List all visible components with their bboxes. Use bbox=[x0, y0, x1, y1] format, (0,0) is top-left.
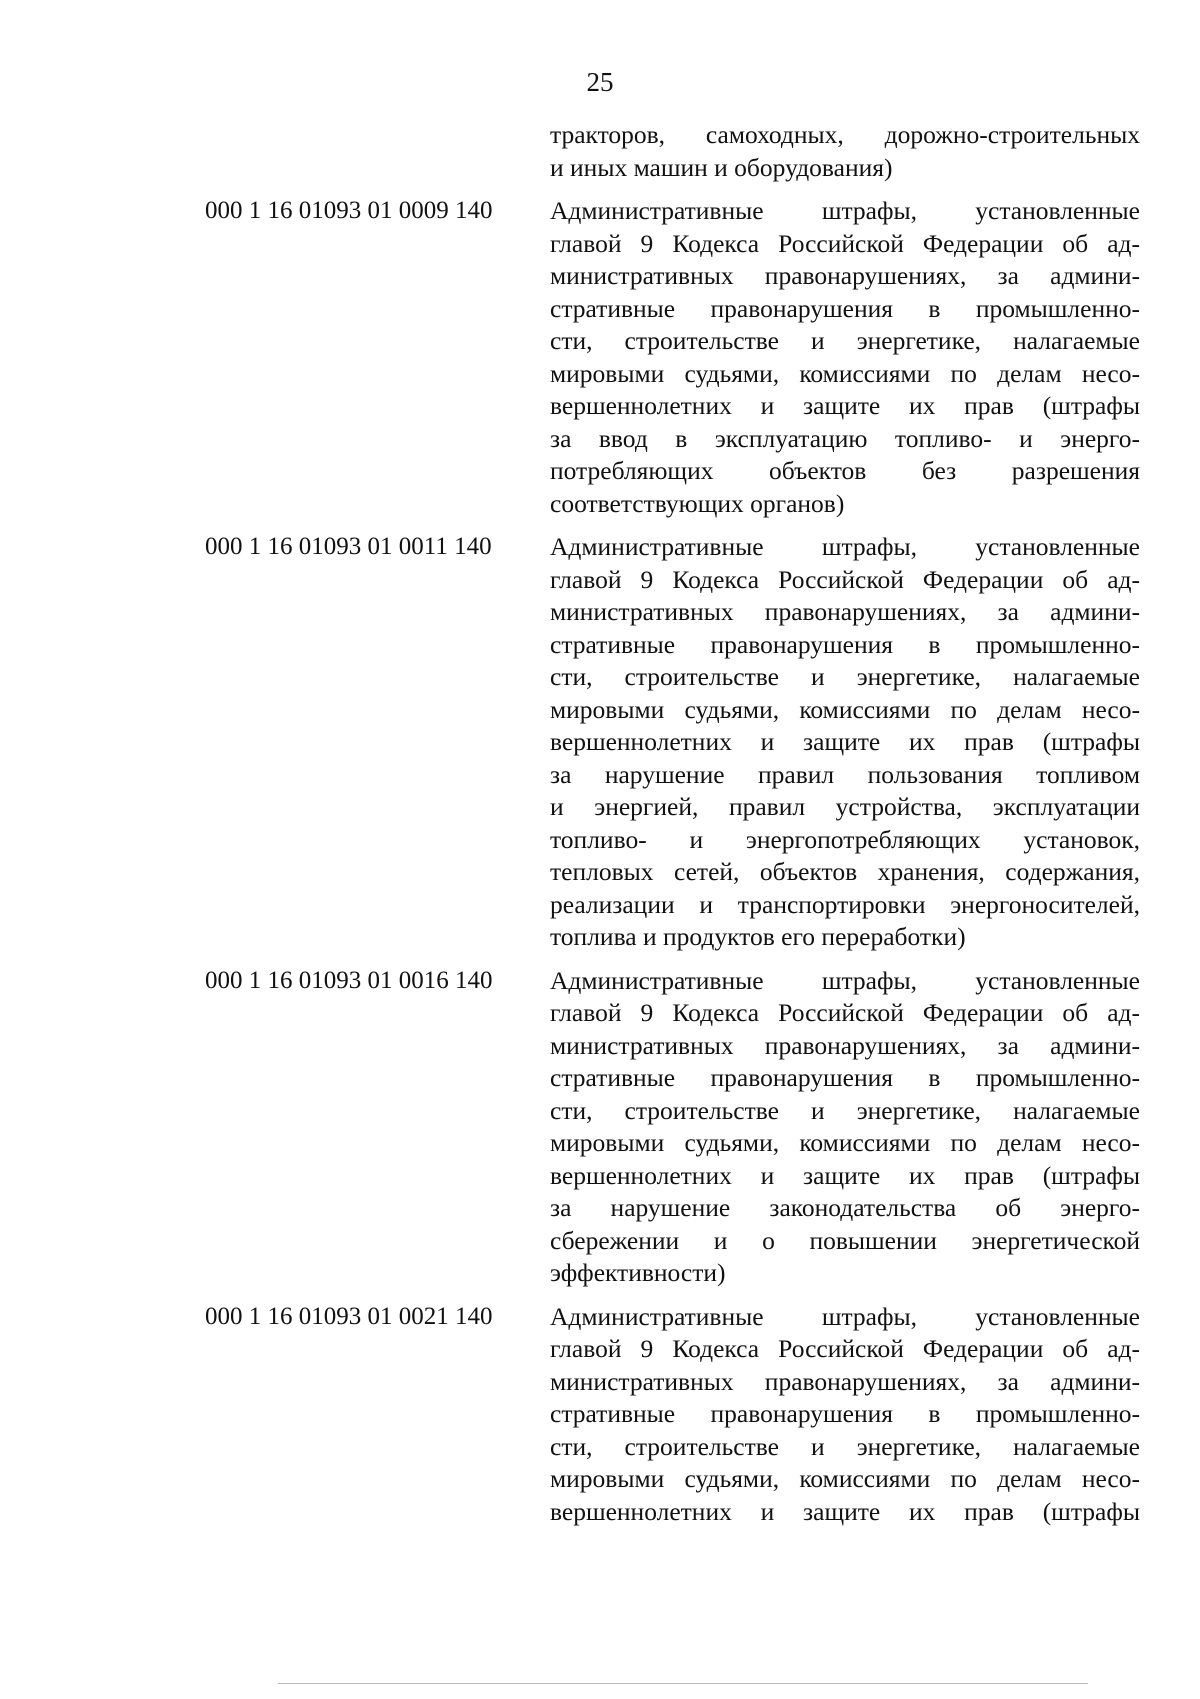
description-line: Административные штрафы, установленные bbox=[550, 532, 1140, 561]
continuation-description bbox=[550, 119, 1140, 184]
description-line: и иных машин и оборудования) bbox=[550, 152, 893, 182]
description-line: сти, строительстве и энергетике, налагаемые bbox=[550, 1431, 1140, 1461]
revenue-description bbox=[550, 531, 1140, 954]
description-line: стративные правонарушения в промышленно- bbox=[550, 1399, 1140, 1428]
continuation-row bbox=[205, 119, 1140, 184]
description-line: вершеннолетних и защите их прав (штрафы bbox=[550, 1496, 1140, 1526]
revenue-description bbox=[550, 1301, 1140, 1529]
table-row bbox=[205, 1301, 1140, 1529]
description-line: Административные штрафы, установленные bbox=[550, 965, 1140, 995]
classification-table bbox=[205, 119, 1140, 1528]
description-line: сбережении и о повышении энергетической bbox=[550, 1225, 1140, 1255]
description-line: министративных правонарушениях, за админи- bbox=[550, 261, 1140, 290]
description-line: Административные штрафы, установленные bbox=[550, 1301, 1140, 1331]
description-line: тракторов, самоходных, дорожно-строительных bbox=[550, 120, 1140, 149]
description-line: главой 9 Кодекса Российской Федерации об ад- bbox=[550, 1334, 1140, 1363]
revenue-code: 000 1 16 01093 01 0016 140 bbox=[205, 966, 493, 994]
description-line: стративные правонарушения в промышленно- bbox=[550, 629, 1140, 659]
description-line: реализации и транспортировки энергоносителей, bbox=[550, 889, 1140, 919]
table-row bbox=[205, 531, 1140, 954]
description-line: тепловых сетей, объектов хранения, содержания, bbox=[550, 857, 1140, 886]
description-line: министративных правонарушениях, за админи- bbox=[550, 1030, 1140, 1060]
table-row bbox=[205, 965, 1140, 1290]
description-line: и энергией, правил устройства, эксплуатации bbox=[550, 792, 1140, 821]
description-line: сти, строительстве и энергетике, налагаемые bbox=[550, 326, 1140, 355]
description-line: эффективности) bbox=[550, 1258, 726, 1287]
description-line: министративных правонарушениях, за админи- bbox=[550, 1366, 1140, 1396]
description-line: за нарушение правил пользования топливом bbox=[550, 759, 1140, 789]
bottom-rule bbox=[278, 1683, 1088, 1684]
description-line: главой 9 Кодекса Российской Федерации об ад- bbox=[550, 564, 1140, 594]
page-number: 25 bbox=[586, 67, 614, 97]
description-line: главой 9 Кодекса Российской Федерации об ад- bbox=[550, 998, 1140, 1027]
revenue-code: 000 1 16 01093 01 0021 140 bbox=[205, 1302, 493, 1330]
revenue-code: 000 1 16 01093 01 0011 140 bbox=[205, 533, 492, 560]
revenue-description bbox=[550, 965, 1140, 1290]
description-line: сти, строительстве и энергетике, налагаемые bbox=[550, 662, 1140, 691]
description-line: стративные правонарушения в промышленно- bbox=[550, 1063, 1140, 1092]
description-line: мировыми судьями, комиссиями по делам несо- bbox=[550, 1128, 1140, 1157]
description-line: за нарушение законодательства об энерго- bbox=[550, 1193, 1140, 1222]
description-line: потребляющих объектов без разрешения bbox=[550, 456, 1140, 485]
description-line: за ввод в эксплуатацию топливо- и энерго- bbox=[550, 423, 1140, 453]
description-line: топлива и продуктов его переработки) bbox=[550, 922, 966, 951]
table-row bbox=[205, 195, 1140, 520]
description-line: вершеннолетних и защите их прав (штрафы bbox=[550, 727, 1140, 756]
description-line: стративные правонарушения в промышленно- bbox=[550, 293, 1140, 323]
description-line: Административные штрафы, установленные bbox=[550, 196, 1140, 225]
description-line: вершеннолетних и защите их прав (штрафы bbox=[550, 1160, 1140, 1190]
description-line: мировыми судьями, комиссиями по делам несо- bbox=[550, 1464, 1140, 1493]
description-line: министративных правонарушениях, за админи- bbox=[550, 597, 1140, 626]
description-line: сти, строительстве и энергетике, налагаемые bbox=[550, 1095, 1140, 1125]
description-line: топливо- и энергопотребляющих установок, bbox=[550, 824, 1140, 854]
revenue-description bbox=[550, 195, 1140, 520]
description-line: соответствующих органов) bbox=[550, 488, 845, 518]
description-line: главой 9 Кодекса Российской Федерации об ад- bbox=[550, 228, 1140, 258]
revenue-code: 000 1 16 01093 01 0009 140 bbox=[205, 197, 493, 224]
description-line: вершеннолетних и защите их прав (штрафы bbox=[550, 391, 1140, 420]
description-line: мировыми судьями, комиссиями по делам несо- bbox=[550, 694, 1140, 724]
description-line: мировыми судьями, комиссиями по делам несо- bbox=[550, 358, 1140, 388]
